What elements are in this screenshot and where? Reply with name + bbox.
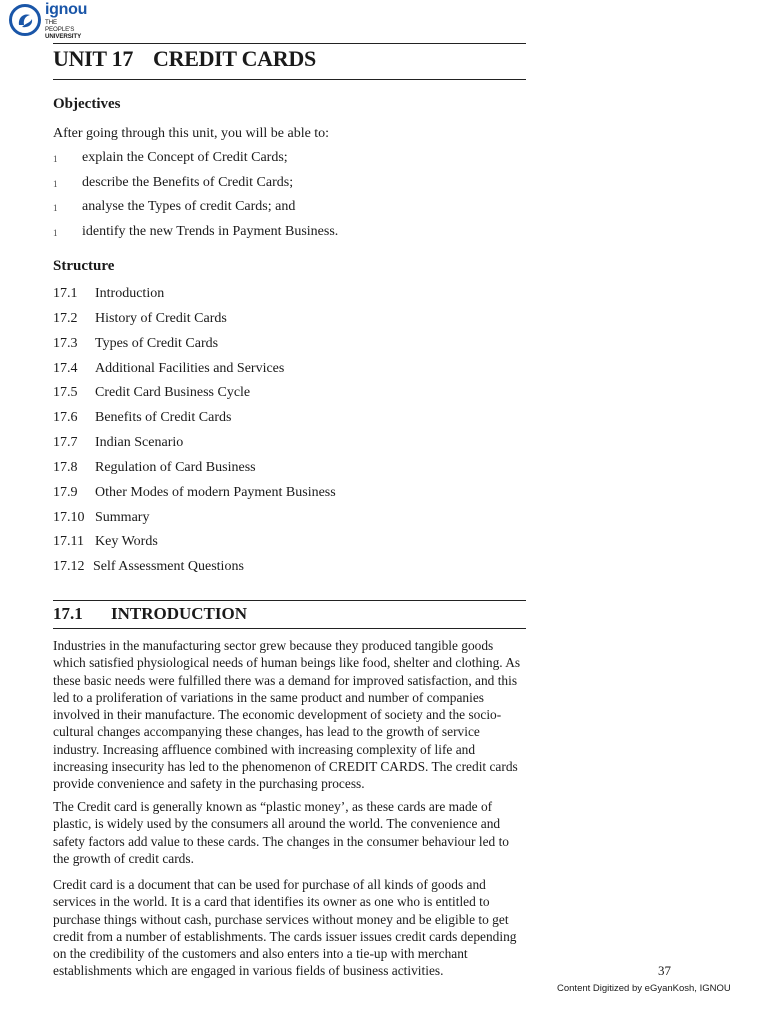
ignou-emblem-icon bbox=[8, 3, 42, 37]
structure-item-number: 17.1 bbox=[53, 286, 78, 301]
structure-item-label: History of Credit Cards bbox=[95, 310, 227, 326]
intro-paragraph-1: Industries in the manufacturing sector grew because they produced tangible goods which satisfied physiological needs of human beings like food, shelter and clothing. As these basic needs were fulfilled there was a demand for improved satisfaction, and this led to a proliferation of variations in the same product and number of companies involved in their manufacture. The economic development of society and the socio-cultural changes accompanying these changes, has lead to the growth of service industry. Increasing affluence combined with increasing complexity of life and increasing insecurity has led to the phenomenon of CREDIT CARDS. The credit cards provide convenience and safety in the purchasing process. bbox=[53, 638, 521, 792]
logo-tagline bbox=[45, 19, 81, 40]
structure-item-number: 17.4 bbox=[53, 360, 78, 376]
title-top-rule bbox=[53, 43, 526, 44]
structure-item-label: Introduction bbox=[95, 286, 165, 301]
structure-item-label: Benefits of Credit Cards bbox=[95, 410, 232, 426]
digitization-credit: Content Digitized by eGyanKosh, IGNOU bbox=[557, 983, 731, 994]
structure-item-label: Self Assessment Questions bbox=[93, 559, 244, 575]
structure-item-label: Indian Scenario bbox=[95, 435, 184, 451]
section-title-text: INTRODUCTION bbox=[111, 604, 248, 623]
objective-text: identify the new Trends in Payment Business. bbox=[82, 223, 339, 239]
logo-tagline-line-1: THE PEOPLE'S bbox=[45, 19, 75, 33]
structure-item-number: 17.10 bbox=[53, 509, 85, 525]
structure-item-label: Key Words bbox=[95, 534, 158, 550]
section-title bbox=[53, 604, 248, 624]
logo-name: ignou bbox=[45, 1, 88, 18]
objective-text: explain the Concept of Credit Cards; bbox=[82, 150, 288, 165]
structure-item-number: 17.6 bbox=[53, 410, 78, 426]
structure-item-label: Summary bbox=[95, 509, 150, 525]
unit-title-text: CREDIT CARDS bbox=[153, 46, 316, 71]
intro-paragraph-3: Credit card is a document that can be used for purchase of all kinds of goods and services in the world. It is a card that identifies its owner as one who is entitled to purchase things without cash, purchase services without money and be eligible to get credit from a number of establishments. The cards issuer issues credit cards depending on the credibility of the customers and also enters into a tie-up with merchant establishments which are engaged in various fields of business activities. bbox=[53, 877, 517, 979]
structure-item-label: Regulation of Card Business bbox=[95, 459, 256, 475]
structure-item-number: 17.9 bbox=[53, 484, 78, 500]
ignou-logo bbox=[8, 1, 88, 40]
objectives-intro: After going through this unit, you will be able to: bbox=[53, 126, 330, 141]
section-bottom-rule bbox=[53, 628, 526, 629]
structure-item-number: 17.5 bbox=[53, 385, 78, 401]
page-number: 37 bbox=[658, 963, 671, 978]
intro-paragraph-2: The Credit card is generally known as “plastic money’, as these cards are made of plastic, is widely used by the consumers all around the world. The convenience and safety factors add value to these cards. The changes in the consumer behaviour led to the growth of credit cards. bbox=[53, 799, 509, 866]
structure-heading: Structure bbox=[53, 258, 115, 274]
unit-title bbox=[53, 46, 316, 72]
bullet-marker: 1 bbox=[53, 178, 58, 189]
structure-item-label: Additional Facilities and Services bbox=[95, 360, 285, 376]
structure-item-number: 17.2 bbox=[53, 310, 78, 326]
structure-item-label: Credit Card Business Cycle bbox=[95, 385, 251, 401]
bullet-marker: 1 bbox=[53, 203, 58, 213]
objective-text: analyse the Types of credit Cards; and bbox=[82, 199, 296, 214]
bullet-marker: 1 bbox=[53, 154, 58, 164]
objectives-heading: Objectives bbox=[53, 96, 121, 112]
unit-number: UNIT 17 bbox=[53, 46, 134, 71]
structure-item-number: 17.7 bbox=[53, 435, 78, 451]
objective-text: describe the Benefits of Credit Cards; bbox=[82, 174, 294, 190]
structure-item-number: 17.12 bbox=[53, 559, 85, 575]
section-top-rule bbox=[53, 600, 526, 601]
title-bottom-rule bbox=[53, 79, 526, 80]
logo-tagline-line-2: UNIVERSITY bbox=[45, 33, 82, 40]
structure-item-number: 17.3 bbox=[53, 335, 78, 351]
structure-item-number: 17.11 bbox=[53, 534, 84, 550]
structure-item-label: Types of Credit Cards bbox=[95, 335, 219, 351]
bullet-marker: 1 bbox=[53, 227, 58, 238]
structure-item-number: 17.8 bbox=[53, 459, 78, 475]
structure-item-label: Other Modes of modern Payment Business bbox=[95, 484, 336, 500]
section-number: 17.1 bbox=[53, 604, 83, 623]
